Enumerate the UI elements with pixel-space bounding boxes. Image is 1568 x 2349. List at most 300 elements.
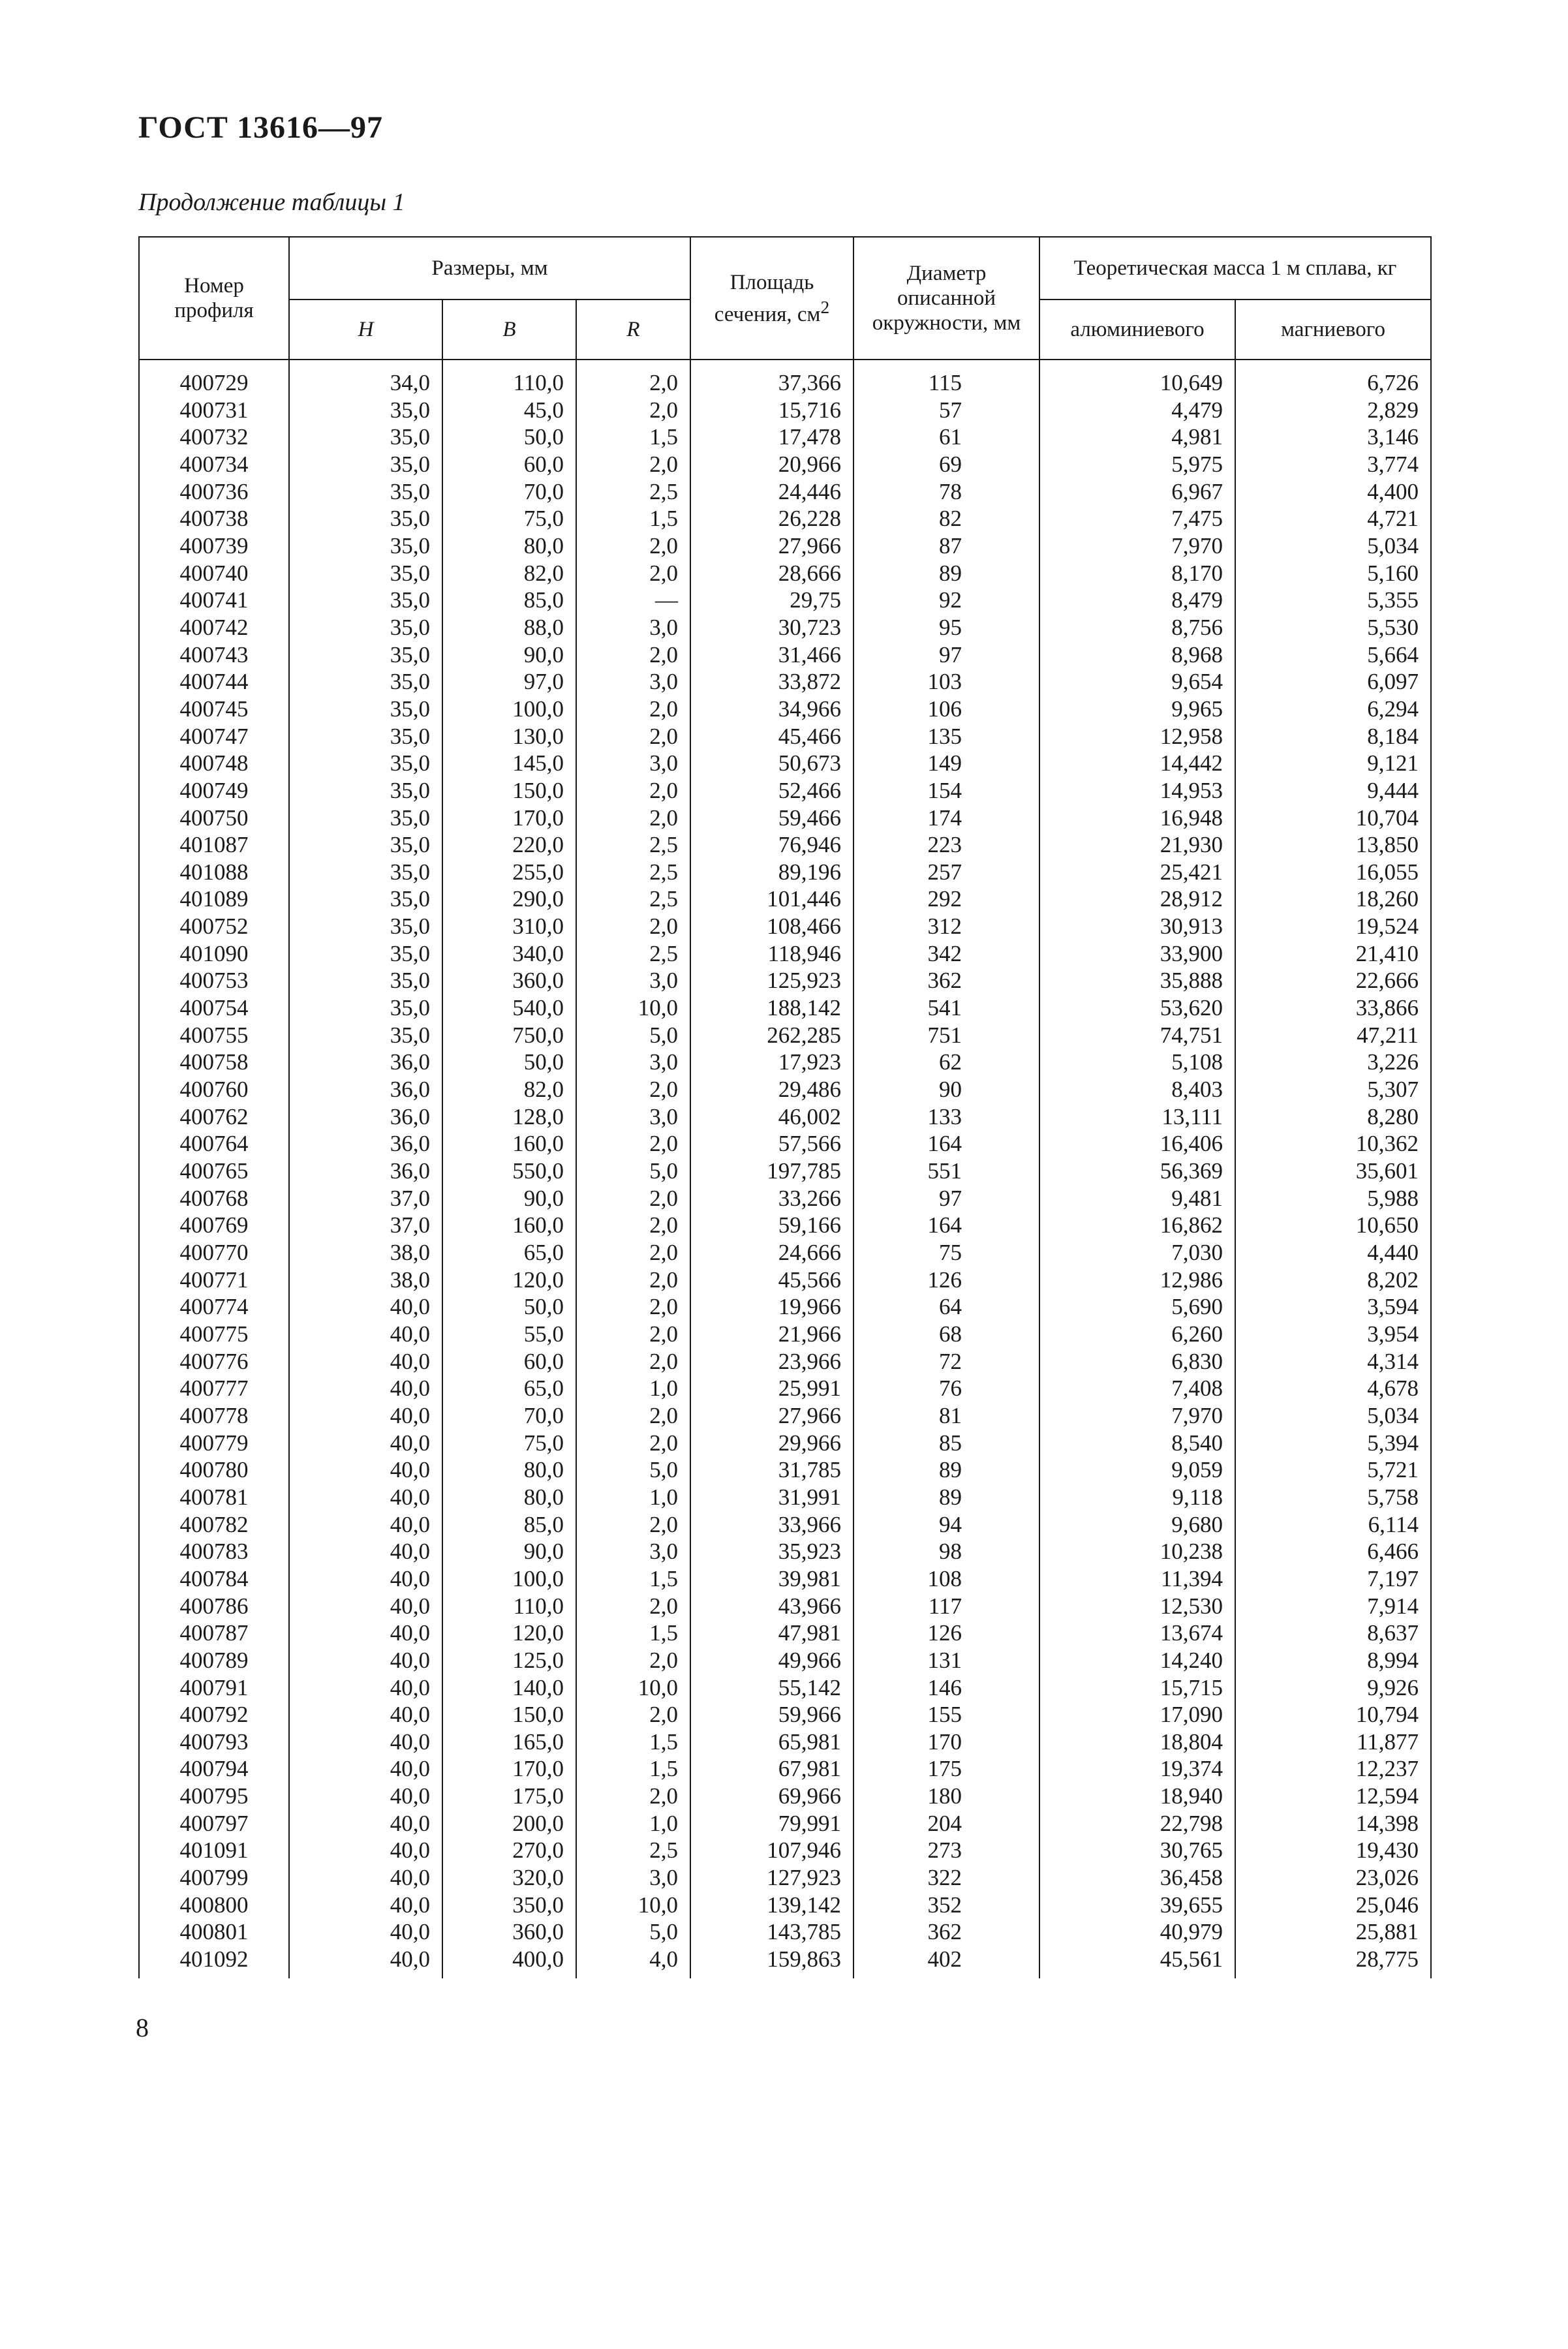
table-row — [139, 505, 1431, 532]
aluminum-mass-cell: 30,765 — [1039, 1837, 1235, 1864]
table-row — [139, 777, 1431, 805]
aluminum-mass-cell: 19,374 — [1039, 1755, 1235, 1783]
b-cell: 140,0 — [442, 1674, 576, 1702]
profile-number-cell: 400729 — [139, 360, 289, 397]
b-cell: 65,0 — [442, 1239, 576, 1267]
magnesium-mass-cell: 16,055 — [1235, 859, 1431, 886]
aluminum-mass-cell: 36,458 — [1039, 1864, 1235, 1892]
diameter-cell: 126 — [853, 1620, 1039, 1647]
area-cell: 39,981 — [690, 1565, 853, 1593]
magnesium-mass-cell: 28,775 — [1235, 1946, 1431, 1978]
table-row — [139, 614, 1431, 641]
area-cell: 118,946 — [690, 940, 853, 968]
table-row — [139, 805, 1431, 832]
diameter-cell: 69 — [853, 451, 1039, 478]
table-row — [139, 940, 1431, 968]
aluminum-mass-cell: 14,953 — [1039, 777, 1235, 805]
r-cell: 2,0 — [576, 1293, 690, 1321]
profile-number-cell: 400782 — [139, 1511, 289, 1539]
h-cell: 35,0 — [289, 805, 442, 832]
h-cell: 35,0 — [289, 478, 442, 506]
b-cell: 80,0 — [442, 1484, 576, 1511]
table-row — [139, 1267, 1431, 1294]
area-cell: 37,366 — [690, 360, 853, 397]
aluminum-mass-cell: 9,481 — [1039, 1185, 1235, 1212]
profile-table — [138, 236, 1432, 1978]
table-row — [139, 1511, 1431, 1539]
b-cell: 70,0 — [442, 1402, 576, 1430]
aluminum-mass-cell: 28,912 — [1039, 885, 1235, 913]
area-cell: 143,785 — [690, 1918, 853, 1946]
aluminum-mass-cell: 8,968 — [1039, 641, 1235, 669]
diameter-cell: 57 — [853, 397, 1039, 424]
profile-number-cell: 400768 — [139, 1185, 289, 1212]
area-cell: 29,75 — [690, 587, 853, 614]
r-cell: 2,0 — [576, 560, 690, 587]
table-row — [139, 1701, 1431, 1728]
profile-number-cell: 400793 — [139, 1728, 289, 1756]
table-row — [139, 1946, 1431, 1978]
table-row — [139, 750, 1431, 777]
profile-number-cell: 400744 — [139, 668, 289, 696]
diameter-cell: 402 — [853, 1946, 1039, 1978]
aluminum-mass-cell: 7,475 — [1039, 505, 1235, 532]
area-cell: 45,466 — [690, 723, 853, 750]
diameter-cell: 257 — [853, 859, 1039, 886]
h-cell: 35,0 — [289, 967, 442, 994]
magnesium-mass-cell: 5,034 — [1235, 1402, 1431, 1430]
h-cell: 35,0 — [289, 994, 442, 1022]
b-cell: 80,0 — [442, 532, 576, 560]
dimensions-header: Размеры, мм — [289, 237, 690, 299]
magnesium-mass-cell: 10,794 — [1235, 1701, 1431, 1728]
r-cell: 5,0 — [576, 1918, 690, 1946]
b-cell: 540,0 — [442, 994, 576, 1022]
magnesium-mass-header: магниевого — [1235, 299, 1431, 360]
table-row — [139, 885, 1431, 913]
magnesium-mass-cell: 22,666 — [1235, 967, 1431, 994]
h-cell: 35,0 — [289, 750, 442, 777]
aluminum-mass-cell: 9,654 — [1039, 668, 1235, 696]
area-cell: 27,966 — [690, 532, 853, 560]
aluminum-mass-cell: 10,649 — [1039, 360, 1235, 397]
magnesium-mass-cell: 8,994 — [1235, 1647, 1431, 1674]
r-cell: 2,0 — [576, 641, 690, 669]
area-cell: 15,716 — [690, 397, 853, 424]
magnesium-mass-cell: 6,726 — [1235, 360, 1431, 397]
h-cell: 34,0 — [289, 360, 442, 397]
diameter-cell: 97 — [853, 1185, 1039, 1212]
profile-number-cell: 400745 — [139, 696, 289, 723]
aluminum-mass-cell: 16,948 — [1039, 805, 1235, 832]
h-cell: 35,0 — [289, 505, 442, 532]
diameter-cell: 97 — [853, 641, 1039, 669]
h-cell: 40,0 — [289, 1402, 442, 1430]
b-cell: 220,0 — [442, 831, 576, 859]
diameter-cell: 292 — [853, 885, 1039, 913]
profile-number-cell: 400783 — [139, 1538, 289, 1565]
table-row — [139, 1918, 1431, 1946]
diameter-cell: 115 — [853, 360, 1039, 397]
diameter-cell: 72 — [853, 1348, 1039, 1375]
h-cell: 36,0 — [289, 1103, 442, 1131]
diameter-cell: 273 — [853, 1837, 1039, 1864]
profile-number-cell: 400753 — [139, 967, 289, 994]
r-cell: 2,0 — [576, 696, 690, 723]
r-cell: 2,0 — [576, 913, 690, 940]
profile-number-cell: 400769 — [139, 1212, 289, 1239]
area-cell: 47,981 — [690, 1620, 853, 1647]
h-cell: 35,0 — [289, 532, 442, 560]
magnesium-mass-cell: 5,394 — [1235, 1430, 1431, 1457]
table-row — [139, 1430, 1431, 1457]
diameter-cell: 204 — [853, 1810, 1039, 1837]
r-cell: — — [576, 587, 690, 614]
table-row — [139, 1593, 1431, 1620]
h-cell: 37,0 — [289, 1212, 442, 1239]
r-cell: 2,0 — [576, 1130, 690, 1158]
r-cell: 3,0 — [576, 1538, 690, 1565]
table-row — [139, 696, 1431, 723]
profile-number-cell: 400747 — [139, 723, 289, 750]
table-row — [139, 1375, 1431, 1402]
b-cell: 90,0 — [442, 1185, 576, 1212]
diameter-cell: 223 — [853, 831, 1039, 859]
diameter-cell: 154 — [853, 777, 1039, 805]
r-cell: 2,0 — [576, 1212, 690, 1239]
table-row — [139, 1538, 1431, 1565]
area-cell: 139,142 — [690, 1892, 853, 1919]
b-cell: 82,0 — [442, 560, 576, 587]
magnesium-mass-cell: 11,877 — [1235, 1728, 1431, 1756]
b-cell: 400,0 — [442, 1946, 576, 1978]
area-cell: 52,466 — [690, 777, 853, 805]
diameter-cell: 87 — [853, 532, 1039, 560]
r-cell: 2,0 — [576, 1076, 690, 1103]
table-row — [139, 1239, 1431, 1267]
profile-number-cell: 400762 — [139, 1103, 289, 1131]
profile-number-cell: 400780 — [139, 1456, 289, 1484]
area-header — [690, 237, 853, 360]
diameter-cell: 362 — [853, 1918, 1039, 1946]
diameter-cell: 117 — [853, 1593, 1039, 1620]
h-cell: 38,0 — [289, 1239, 442, 1267]
r-cell: 2,5 — [576, 478, 690, 506]
magnesium-mass-cell: 5,988 — [1235, 1185, 1431, 1212]
diameter-cell: 164 — [853, 1130, 1039, 1158]
magnesium-mass-cell: 6,097 — [1235, 668, 1431, 696]
h-cell: 40,0 — [289, 1755, 442, 1783]
magnesium-mass-cell: 6,294 — [1235, 696, 1431, 723]
r-cell: 3,0 — [576, 1049, 690, 1076]
magnesium-mass-cell: 23,026 — [1235, 1864, 1431, 1892]
h-cell: 40,0 — [289, 1918, 442, 1946]
table-row — [139, 560, 1431, 587]
table-row — [139, 1348, 1431, 1375]
b-cell: 85,0 — [442, 587, 576, 614]
area-cell: 28,666 — [690, 560, 853, 587]
r-cell: 3,0 — [576, 1864, 690, 1892]
profile-number-cell: 400800 — [139, 1892, 289, 1919]
profile-number-cell: 400794 — [139, 1755, 289, 1783]
page-number: 8 — [136, 2013, 149, 2042]
profile-number-cell: 400760 — [139, 1076, 289, 1103]
r-cell: 3,0 — [576, 750, 690, 777]
profile-number-cell: 401087 — [139, 831, 289, 859]
diameter-cell: 103 — [853, 668, 1039, 696]
h-cell: 40,0 — [289, 1783, 442, 1810]
h-cell: 35,0 — [289, 451, 442, 478]
area-cell: 26,228 — [690, 505, 853, 532]
r-cell: 3,0 — [576, 668, 690, 696]
r-cell: 2,0 — [576, 1185, 690, 1212]
b-cell: 165,0 — [442, 1728, 576, 1756]
r-cell: 10,0 — [576, 1892, 690, 1919]
magnesium-mass-cell: 3,226 — [1235, 1049, 1431, 1076]
aluminum-mass-cell: 8,540 — [1039, 1430, 1235, 1457]
b-cell: 88,0 — [442, 614, 576, 641]
table-row — [139, 1620, 1431, 1647]
area-cell: 24,446 — [690, 478, 853, 506]
b-cell: 160,0 — [442, 1130, 576, 1158]
r-cell: 1,5 — [576, 1565, 690, 1593]
area-cell: 17,923 — [690, 1049, 853, 1076]
table-row — [139, 1728, 1431, 1756]
h-cell: 35,0 — [289, 641, 442, 669]
magnesium-mass-cell: 5,530 — [1235, 614, 1431, 641]
b-cell: 50,0 — [442, 423, 576, 451]
diameter-cell: 146 — [853, 1674, 1039, 1702]
area-cell: 17,478 — [690, 423, 853, 451]
profile-number-cell: 400792 — [139, 1701, 289, 1728]
h-cell: 40,0 — [289, 1348, 442, 1375]
r-cell: 3,0 — [576, 967, 690, 994]
magnesium-mass-cell: 8,637 — [1235, 1620, 1431, 1647]
table-row — [139, 360, 1431, 397]
table-continuation-caption: Продолжение таблицы 1 — [138, 189, 405, 216]
h-cell: 40,0 — [289, 1701, 442, 1728]
diameter-cell: 94 — [853, 1511, 1039, 1539]
profile-number-cell: 400758 — [139, 1049, 289, 1076]
magnesium-mass-cell: 5,034 — [1235, 532, 1431, 560]
b-cell: 60,0 — [442, 1348, 576, 1375]
aluminum-mass-cell: 8,756 — [1039, 614, 1235, 641]
b-cell: 255,0 — [442, 859, 576, 886]
h-cell: 35,0 — [289, 723, 442, 750]
r-cell: 1,5 — [576, 423, 690, 451]
aluminum-mass-header: алюминиевого — [1039, 299, 1235, 360]
diameter-cell: 352 — [853, 1892, 1039, 1919]
table-row — [139, 1674, 1431, 1702]
area-cell: 50,673 — [690, 750, 853, 777]
h-cell: 40,0 — [289, 1430, 442, 1457]
b-cell: 200,0 — [442, 1810, 576, 1837]
b-cell: 100,0 — [442, 1565, 576, 1593]
table-row — [139, 913, 1431, 940]
r-cell: 2,0 — [576, 1511, 690, 1539]
b-cell: 290,0 — [442, 885, 576, 913]
aluminum-mass-cell: 45,561 — [1039, 1946, 1235, 1978]
profile-number-cell: 401091 — [139, 1837, 289, 1864]
diameter-header: Диаметр описанной окружности, мм — [853, 237, 1039, 360]
diameter-cell: 85 — [853, 1430, 1039, 1457]
profile-number-cell: 400755 — [139, 1022, 289, 1049]
profile-number-cell: 400775 — [139, 1321, 289, 1348]
profile-number-cell: 400787 — [139, 1620, 289, 1647]
aluminum-mass-cell: 9,118 — [1039, 1484, 1235, 1511]
profile-number-cell: 400754 — [139, 994, 289, 1022]
r-cell: 1,5 — [576, 1755, 690, 1783]
area-cell: 34,966 — [690, 696, 853, 723]
r-cell: 1,5 — [576, 505, 690, 532]
r-cell: 2,0 — [576, 1267, 690, 1294]
h-cell: 35,0 — [289, 560, 442, 587]
h-cell: 35,0 — [289, 913, 442, 940]
h-cell: 40,0 — [289, 1864, 442, 1892]
area-header-label: Площадь сечения, см — [714, 270, 821, 326]
r-header: R — [576, 299, 690, 360]
r-cell: 2,0 — [576, 1239, 690, 1267]
h-cell: 40,0 — [289, 1484, 442, 1511]
area-cell: 33,966 — [690, 1511, 853, 1539]
r-cell: 5,0 — [576, 1456, 690, 1484]
r-cell: 10,0 — [576, 994, 690, 1022]
r-cell: 10,0 — [576, 1674, 690, 1702]
b-cell: 360,0 — [442, 1918, 576, 1946]
diameter-cell: 170 — [853, 1728, 1039, 1756]
area-cell: 159,863 — [690, 1946, 853, 1978]
profile-number-cell: 400795 — [139, 1783, 289, 1810]
r-cell: 2,0 — [576, 451, 690, 478]
table-row — [139, 967, 1431, 994]
h-cell: 40,0 — [289, 1456, 442, 1484]
table-row — [139, 1321, 1431, 1348]
h-cell: 40,0 — [289, 1946, 442, 1978]
aluminum-mass-cell: 12,986 — [1039, 1267, 1235, 1294]
b-cell: 75,0 — [442, 1430, 576, 1457]
area-cell: 188,142 — [690, 994, 853, 1022]
h-cell: 40,0 — [289, 1892, 442, 1919]
aluminum-mass-cell: 6,967 — [1039, 478, 1235, 506]
magnesium-mass-cell: 4,400 — [1235, 478, 1431, 506]
b-cell: 160,0 — [442, 1212, 576, 1239]
aluminum-mass-cell: 7,970 — [1039, 532, 1235, 560]
area-cell: 108,466 — [690, 913, 853, 940]
h-cell: 35,0 — [289, 885, 442, 913]
diameter-cell: 751 — [853, 1022, 1039, 1049]
mass-header: Теоретическая масса 1 м сплава, кг — [1039, 237, 1431, 299]
profile-number-cell: 400734 — [139, 451, 289, 478]
profile-number-cell: 400748 — [139, 750, 289, 777]
area-cell: 107,946 — [690, 1837, 853, 1864]
magnesium-mass-cell: 5,160 — [1235, 560, 1431, 587]
aluminum-mass-cell: 13,674 — [1039, 1620, 1235, 1647]
b-cell: 270,0 — [442, 1837, 576, 1864]
r-cell: 5,0 — [576, 1022, 690, 1049]
diameter-cell: 108 — [853, 1565, 1039, 1593]
magnesium-mass-cell: 5,758 — [1235, 1484, 1431, 1511]
table-row — [139, 1402, 1431, 1430]
table-row — [139, 831, 1431, 859]
diameter-cell: 64 — [853, 1293, 1039, 1321]
area-cell: 59,466 — [690, 805, 853, 832]
h-cell: 36,0 — [289, 1076, 442, 1103]
diameter-cell: 149 — [853, 750, 1039, 777]
area-cell: 33,872 — [690, 668, 853, 696]
area-cell: 31,785 — [690, 1456, 853, 1484]
h-cell: 40,0 — [289, 1810, 442, 1837]
diameter-cell: 174 — [853, 805, 1039, 832]
aluminum-mass-cell: 6,830 — [1039, 1348, 1235, 1375]
table-row — [139, 1049, 1431, 1076]
b-cell: 55,0 — [442, 1321, 576, 1348]
profile-number-cell: 400799 — [139, 1864, 289, 1892]
aluminum-mass-cell: 6,260 — [1039, 1321, 1235, 1348]
table-row — [139, 423, 1431, 451]
h-cell: 35,0 — [289, 859, 442, 886]
diameter-cell: 312 — [853, 913, 1039, 940]
aluminum-mass-cell: 4,981 — [1039, 423, 1235, 451]
h-cell: 35,0 — [289, 587, 442, 614]
profile-number-cell: 400739 — [139, 532, 289, 560]
aluminum-mass-cell: 8,170 — [1039, 560, 1235, 587]
magnesium-mass-cell: 9,926 — [1235, 1674, 1431, 1702]
diameter-cell: 89 — [853, 560, 1039, 587]
diameter-cell: 95 — [853, 614, 1039, 641]
magnesium-mass-cell: 4,678 — [1235, 1375, 1431, 1402]
diameter-cell: 62 — [853, 1049, 1039, 1076]
h-cell: 36,0 — [289, 1130, 442, 1158]
h-cell: 40,0 — [289, 1593, 442, 1620]
b-cell: 50,0 — [442, 1293, 576, 1321]
magnesium-mass-cell: 25,881 — [1235, 1918, 1431, 1946]
magnesium-mass-cell: 2,829 — [1235, 397, 1431, 424]
h-cell: 40,0 — [289, 1728, 442, 1756]
b-cell: 90,0 — [442, 1538, 576, 1565]
b-cell: 50,0 — [442, 1049, 576, 1076]
r-cell: 2,5 — [576, 859, 690, 886]
r-cell: 1,0 — [576, 1375, 690, 1402]
area-cell: 127,923 — [690, 1864, 853, 1892]
profile-number-cell: 400778 — [139, 1402, 289, 1430]
profile-number-cell: 400731 — [139, 397, 289, 424]
diameter-cell: 89 — [853, 1456, 1039, 1484]
aluminum-mass-cell: 9,965 — [1039, 696, 1235, 723]
area-cell: 46,002 — [690, 1103, 853, 1131]
area-cell: 25,991 — [690, 1375, 853, 1402]
aluminum-mass-cell: 12,958 — [1039, 723, 1235, 750]
profile-number-cell: 401092 — [139, 1946, 289, 1978]
area-cell: 65,981 — [690, 1728, 853, 1756]
r-cell: 2,5 — [576, 885, 690, 913]
r-cell: 2,5 — [576, 831, 690, 859]
diameter-cell: 92 — [853, 587, 1039, 614]
table-row — [139, 994, 1431, 1022]
r-cell: 2,0 — [576, 1402, 690, 1430]
b-cell: 170,0 — [442, 1755, 576, 1783]
r-cell: 2,0 — [576, 723, 690, 750]
aluminum-mass-cell: 14,240 — [1039, 1647, 1235, 1674]
aluminum-mass-cell: 8,403 — [1039, 1076, 1235, 1103]
r-cell: 2,0 — [576, 777, 690, 805]
h-cell: 40,0 — [289, 1511, 442, 1539]
r-cell: 4,0 — [576, 1946, 690, 1978]
table-row — [139, 1783, 1431, 1810]
magnesium-mass-cell: 19,524 — [1235, 913, 1431, 940]
diameter-cell: 362 — [853, 967, 1039, 994]
aluminum-mass-cell: 5,975 — [1039, 451, 1235, 478]
b-cell: 310,0 — [442, 913, 576, 940]
